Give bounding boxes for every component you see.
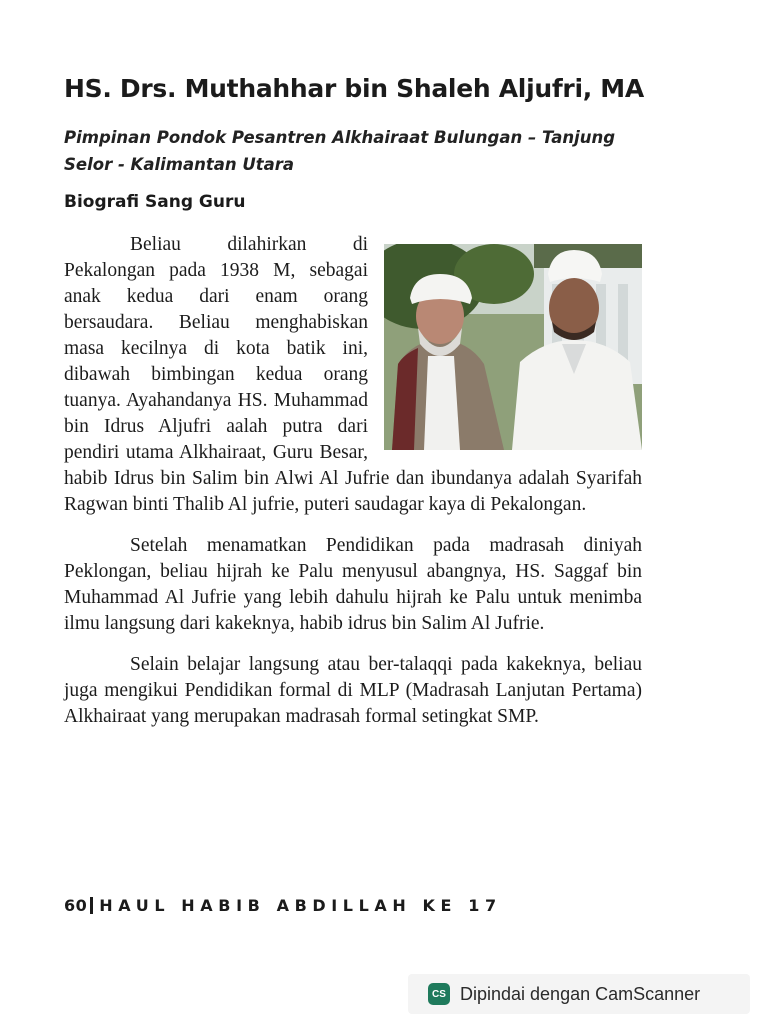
portrait-photo-illustration xyxy=(384,244,642,450)
scanner-label: Dipindai dengan CamScanner xyxy=(460,983,701,1004)
portrait-photo xyxy=(384,244,642,450)
body-text xyxy=(64,232,642,745)
scanner-watermark xyxy=(408,974,750,1014)
page-subtitle: Pimpinan Pondok Pesantren Alkhairaat Bulungan – Tanjung Selor - Kalimantan Utara xyxy=(64,128,616,174)
footer-separator xyxy=(90,897,93,914)
page-footer xyxy=(64,896,502,915)
paragraph-1: Beliau dilahirkan di Pekalongan pada 1938 M, sebagai anak kedua dari enam orang bersaudara. Beliau menghabiskan masa kecilnya di kota batik ini, dibawah bimbingan kedua orang tuanya. Ayahandanya HS. Muhammad bin Idrus Aljufri aalah putra dari pendiri utama Alkhairaat, Guru Besar, habib Idrus bin Salim bin Alwi Al Jufrie dan ibundanya adalah Syarifah Ragwan binti Thalib Al jufrie, puteri saudagar kaya di Pekalongan. xyxy=(64,234,642,515)
page-title: HS. Drs. Muthahhar bin Shaleh Aljufri, MA xyxy=(64,74,644,103)
page-number: 60 xyxy=(64,896,88,915)
paragraph-2: Setelah menamatkan Pendidikan pada madrasah diniyah Peklongan, beliau hijrah ke Palu menyusul abangnya, HS. Saggaf bin Muhammad Al Jufrie yang lebih dahulu hijrah ke Palu untuk menimba ilmu langsung dari kakeknya, habib idrus bin Salim Al Jufrie. xyxy=(64,535,642,634)
running-title: HAUL HABIB ABDILLAH KE 17 xyxy=(99,896,502,915)
camscanner-logo-icon: CS xyxy=(428,983,450,1005)
paragraph-3: Selain belajar langsung atau ber-talaqqi pada kakeknya, beliau juga mengikui Pendidikan formal di MLP (Madrasah Lanjutan Pertama) Alkhairaat yang merupakan madrasah formal setingkat SMP. xyxy=(64,654,642,727)
section-heading: Biografi Sang Guru xyxy=(64,192,246,212)
